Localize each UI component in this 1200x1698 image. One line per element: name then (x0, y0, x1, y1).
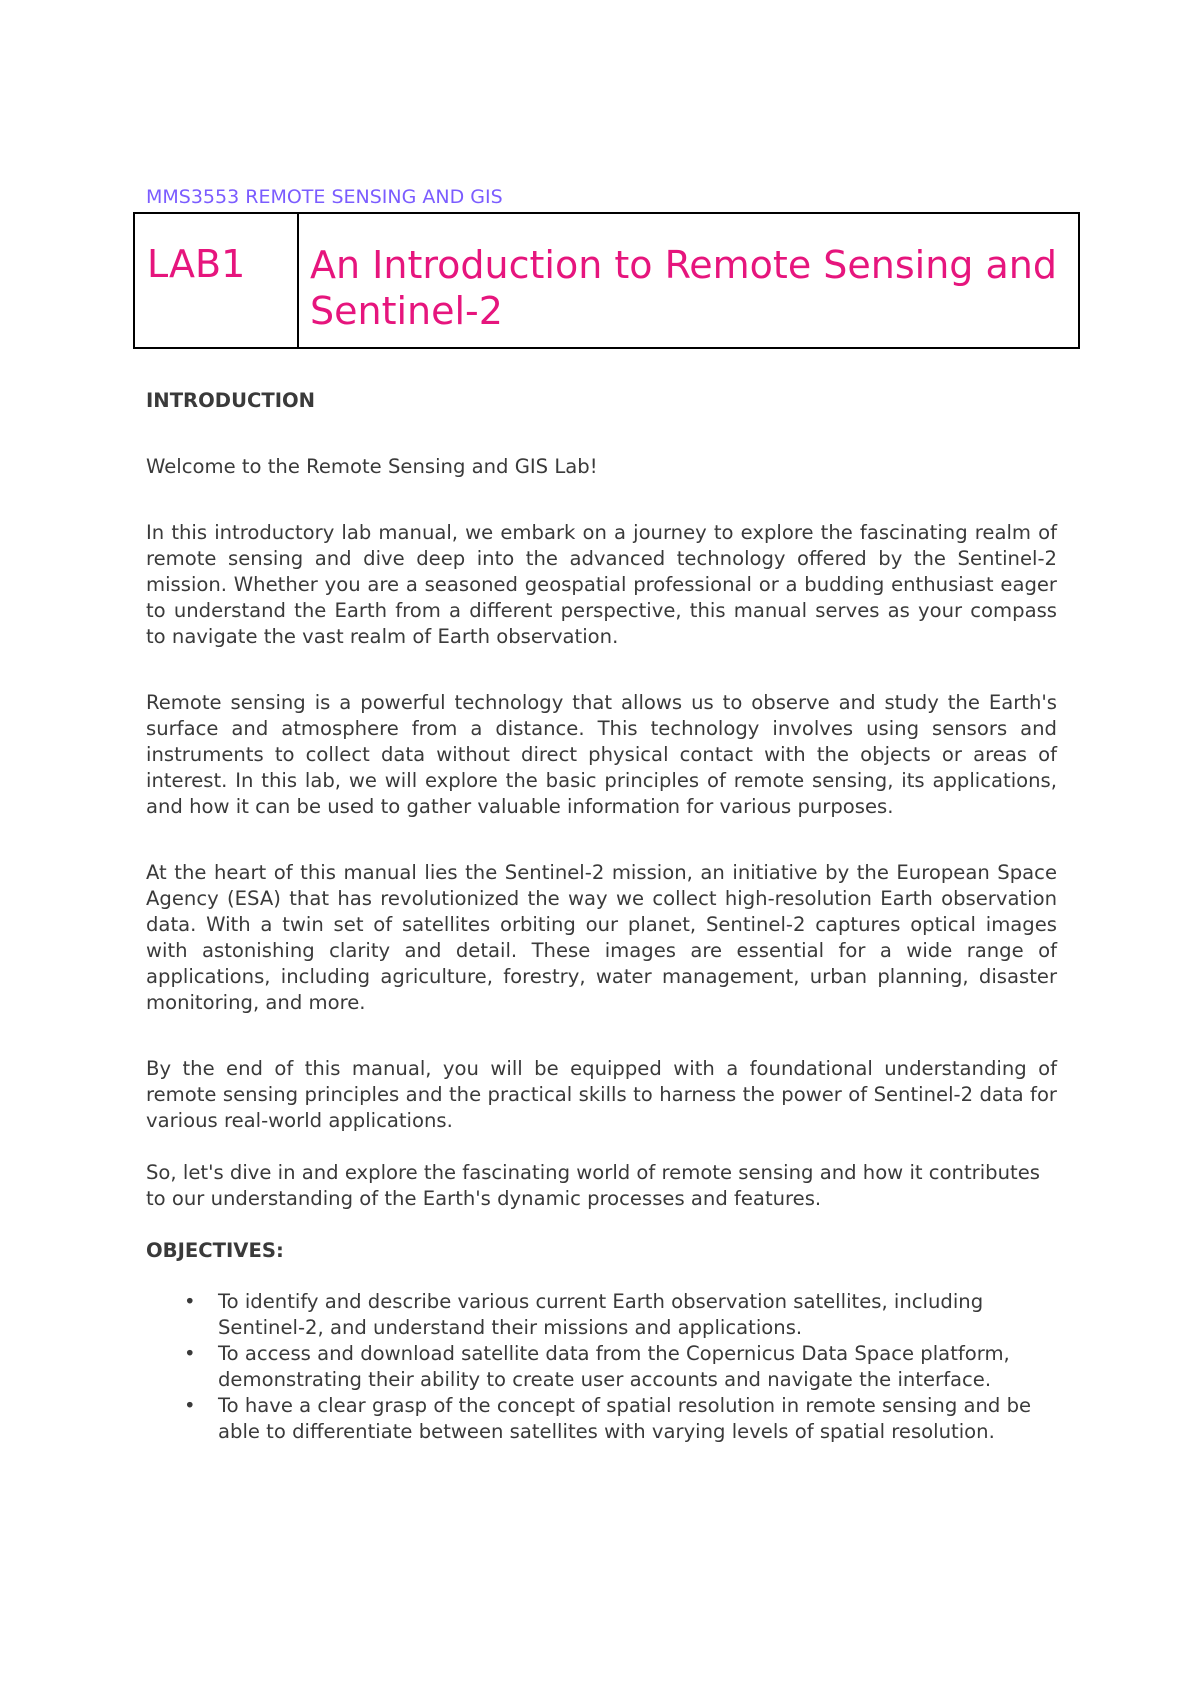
lab-title-cell: An Introduction to Remote Sensing and Sentinel-2 (310, 243, 1057, 334)
course-code: MMS3553 REMOTE SENSING AND GIS (146, 186, 503, 208)
objective-item (146, 1341, 1057, 1393)
title-table (133, 212, 1080, 349)
intro-paragraph-5: So, let's dive in and explore the fascinating world of remote sensing and how it contributes to our understanding of the Earth's dynamic processes and features. (146, 1161, 1040, 1210)
objective-text: To have a clear grasp of the concept of spatial resolution in remote sensing and be able to differentiate between satellites with varying levels of spatial resolution. (218, 1394, 1032, 1443)
bullet-icon: • (184, 1290, 196, 1313)
bullet-icon: • (184, 1342, 196, 1365)
objective-text: To access and download satellite data from the Copernicus Data Space platform, demonstrating their ability to create user accounts and navigate the interface. (218, 1342, 1010, 1391)
objective-item (146, 1393, 1057, 1445)
intro-paragraph-3: At the heart of this manual lies the Sentinel-2 mission, an initiative by the European Space Agency (ESA) that has revolutionized the way we collect high-resolution Earth observation data. With a twin set of satellites orbiting our planet, Sentinel-2 captures optical images with astonishing clarity and detail. These images are essential for a wide range of applications, including agriculture, forestry, water management, urban planning, disaster monitoring, and more. (146, 861, 1057, 1014)
objectives-list (146, 1289, 1057, 1445)
objective-item (146, 1289, 1057, 1341)
intro-paragraph-1: In this introductory lab manual, we embark on a journey to explore the fascinating realm of remote sensing and dive deep into the advanced technology offered by the Sentinel-2 mission. Whether you are a seasoned geospatial professional or a budding enthusiast eager to understand the Earth from a different perspective, this manual serves as your compass to navigate the vast realm of Earth observation. (146, 521, 1057, 648)
objective-text: To identify and describe various current Earth observation satellites, including Sentinel-2, and understand their missions and applications. (218, 1290, 984, 1339)
lab-number-cell: LAB1 (135, 214, 299, 347)
bullet-icon: • (184, 1394, 196, 1417)
intro-paragraph-4: By the end of this manual, you will be equipped with a foundational understanding of remote sensing principles and the practical skills to harness the power of Sentinel-2 data for various real-world applications. (146, 1057, 1057, 1132)
intro-paragraph-2: Remote sensing is a powerful technology that allows us to observe and study the Earth's surface and atmosphere from a distance. This technology involves using sensors and instruments to collect data without direct physical contact with the objects or areas of interest. In this lab, we will explore the basic principles of remote sensing, its applications, and how it can be used to gather valuable information for various purposes. (146, 691, 1057, 818)
objectives-heading: OBJECTIVES: (146, 1239, 284, 1262)
welcome-line: Welcome to the Remote Sensing and GIS Lab! (146, 455, 598, 478)
introduction-heading: INTRODUCTION (146, 389, 316, 412)
document-body (146, 388, 1057, 1445)
